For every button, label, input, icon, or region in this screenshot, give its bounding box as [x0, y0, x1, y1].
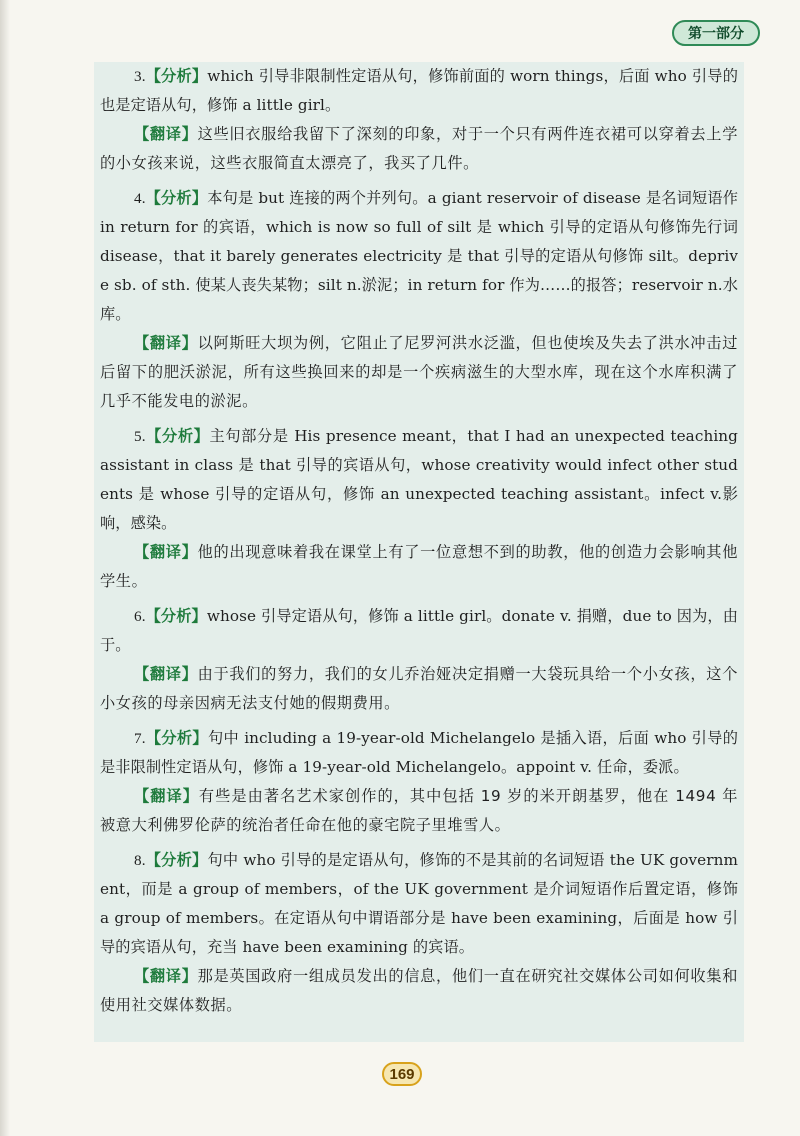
- translation-tag: 【翻译】: [134, 125, 198, 143]
- translation-tag: 【翻译】: [134, 787, 199, 805]
- analysis-paragraph: [100, 422, 738, 538]
- translation-tag: 【翻译】: [134, 543, 198, 561]
- item-number: 7.: [134, 730, 146, 747]
- page-spine-shadow: [0, 0, 10, 1136]
- explanation-item-7: [100, 724, 738, 840]
- analysis-text: 句中 including a 19-year-old Michelangelo 是插入语，后面 who 引导的是非限制性定语从句，修饰 a 19-year-old Michelangelo。appoint v. 任命，委派。: [100, 729, 739, 776]
- translation-paragraph: [100, 660, 738, 718]
- explanation-item-5: [100, 422, 738, 596]
- section-tab: 第一部分: [672, 20, 760, 46]
- analysis-paragraph: [100, 846, 738, 962]
- translation-paragraph: [100, 782, 738, 840]
- translation-paragraph: [100, 538, 738, 596]
- explanation-item-8: [100, 846, 738, 1020]
- analysis-paragraph: [100, 184, 738, 329]
- analysis-tag: 【分析】: [145, 67, 208, 85]
- analysis-text: 主句部分是 His presence meant，that I had an unexpected teaching assistant in class 是 that 引导的宾语从句，whose creativity would infect other students 是 whose 引导的定语从句，修饰 an unexpected teaching assistant。infect v.影响，感染。: [100, 427, 738, 532]
- analysis-paragraph: [100, 62, 738, 120]
- analysis-text: whose 引导定语从句，修饰 a little girl。donate v. 捐赠，due to 因为，由于。: [100, 607, 738, 654]
- explanation-item-6: [100, 602, 738, 718]
- analysis-tag: 【分析】: [145, 607, 207, 625]
- analysis-text: 本句是 but 连接的两个并列句。a giant reservoir of disease 是名词短语作 in return for 的宾语，which is now so full of silt 是 which 引导的定语从句修饰先行词 disease，that it barely generates electricity 是 that 引导的定语从句修饰 silt。deprive sb. of sth. 使某人丧失某物；silt n.淤泥；in return for 作为……的报答；reservoir n.水库。: [100, 189, 738, 323]
- translation-paragraph: [100, 329, 738, 416]
- translation-tag: 【翻译】: [134, 967, 198, 985]
- analysis-paragraph: [100, 602, 738, 660]
- translation-text: 他的出现意味着我在课堂上有了一位意想不到的助教，他的创造力会影响其他学生。: [100, 543, 738, 590]
- analysis-tag: 【分析】: [145, 189, 208, 207]
- page-number: 169: [382, 1062, 422, 1086]
- translation-text: 这些旧衣服给我留下了深刻的印象，对于一个只有两件连衣裙可以穿着去上学的小女孩来说，这些衣服简直太漂亮了，我买了几件。: [100, 125, 738, 172]
- translation-text: 以阿斯旺大坝为例，它阻止了尼罗河洪水泛滥，但也使埃及失去了洪水冲击过后留下的肥沃淤泥，所有这些换回来的却是一个疾病滋生的大型水库，现在这个水库积满了几乎不能发电的淤泥。: [100, 334, 738, 410]
- analysis-paragraph: [100, 724, 738, 782]
- item-number: 6.: [134, 608, 146, 625]
- item-number: 3.: [134, 68, 146, 85]
- analysis-tag: 【分析】: [145, 729, 208, 747]
- translation-text: 有些是由著名艺术家创作的，其中包括 19 岁的米开朗基罗，他在 1494 年被意大利佛罗伦萨的统治者任命在他的豪宅院子里堆雪人。: [100, 787, 738, 834]
- translation-paragraph: [100, 962, 738, 1020]
- analysis-tag: 【分析】: [145, 427, 210, 445]
- analysis-text: which 引导非限制性定语从句，修饰前面的 worn things，后面 who 引导的也是定语从句，修饰 a little girl。: [100, 67, 738, 114]
- translation-tag: 【翻译】: [134, 334, 198, 352]
- analysis-tag: 【分析】: [145, 851, 208, 869]
- explanation-item-3: [100, 62, 738, 178]
- translation-tag: 【翻译】: [134, 665, 198, 683]
- explanation-item-4: [100, 184, 738, 416]
- item-number: 4.: [134, 190, 146, 207]
- item-number: 5.: [134, 428, 146, 445]
- translation-paragraph: [100, 120, 738, 178]
- item-number: 8.: [134, 852, 146, 869]
- answer-explanations: [94, 62, 744, 1042]
- analysis-text: 句中 who 引导的是定语从句，修饰的不是其前的名词短语 the UK government，而是 a group of members，of the UK government 是介词短语作后置定语，修饰 a group of members。在定语从句中谓语部分是 have been examining，后面是 how 引导的宾语从句，充当 have been examining 的宾语。: [100, 851, 738, 956]
- translation-text: 那是英国政府一组成员发出的信息，他们一直在研究社交媒体公司如何收集和使用社交媒体数据。: [100, 967, 738, 1014]
- translation-text: 由于我们的努力，我们的女儿乔治娅决定捐赠一大袋玩具给一个小女孩，这个小女孩的母亲因病无法支付她的假期费用。: [100, 665, 738, 712]
